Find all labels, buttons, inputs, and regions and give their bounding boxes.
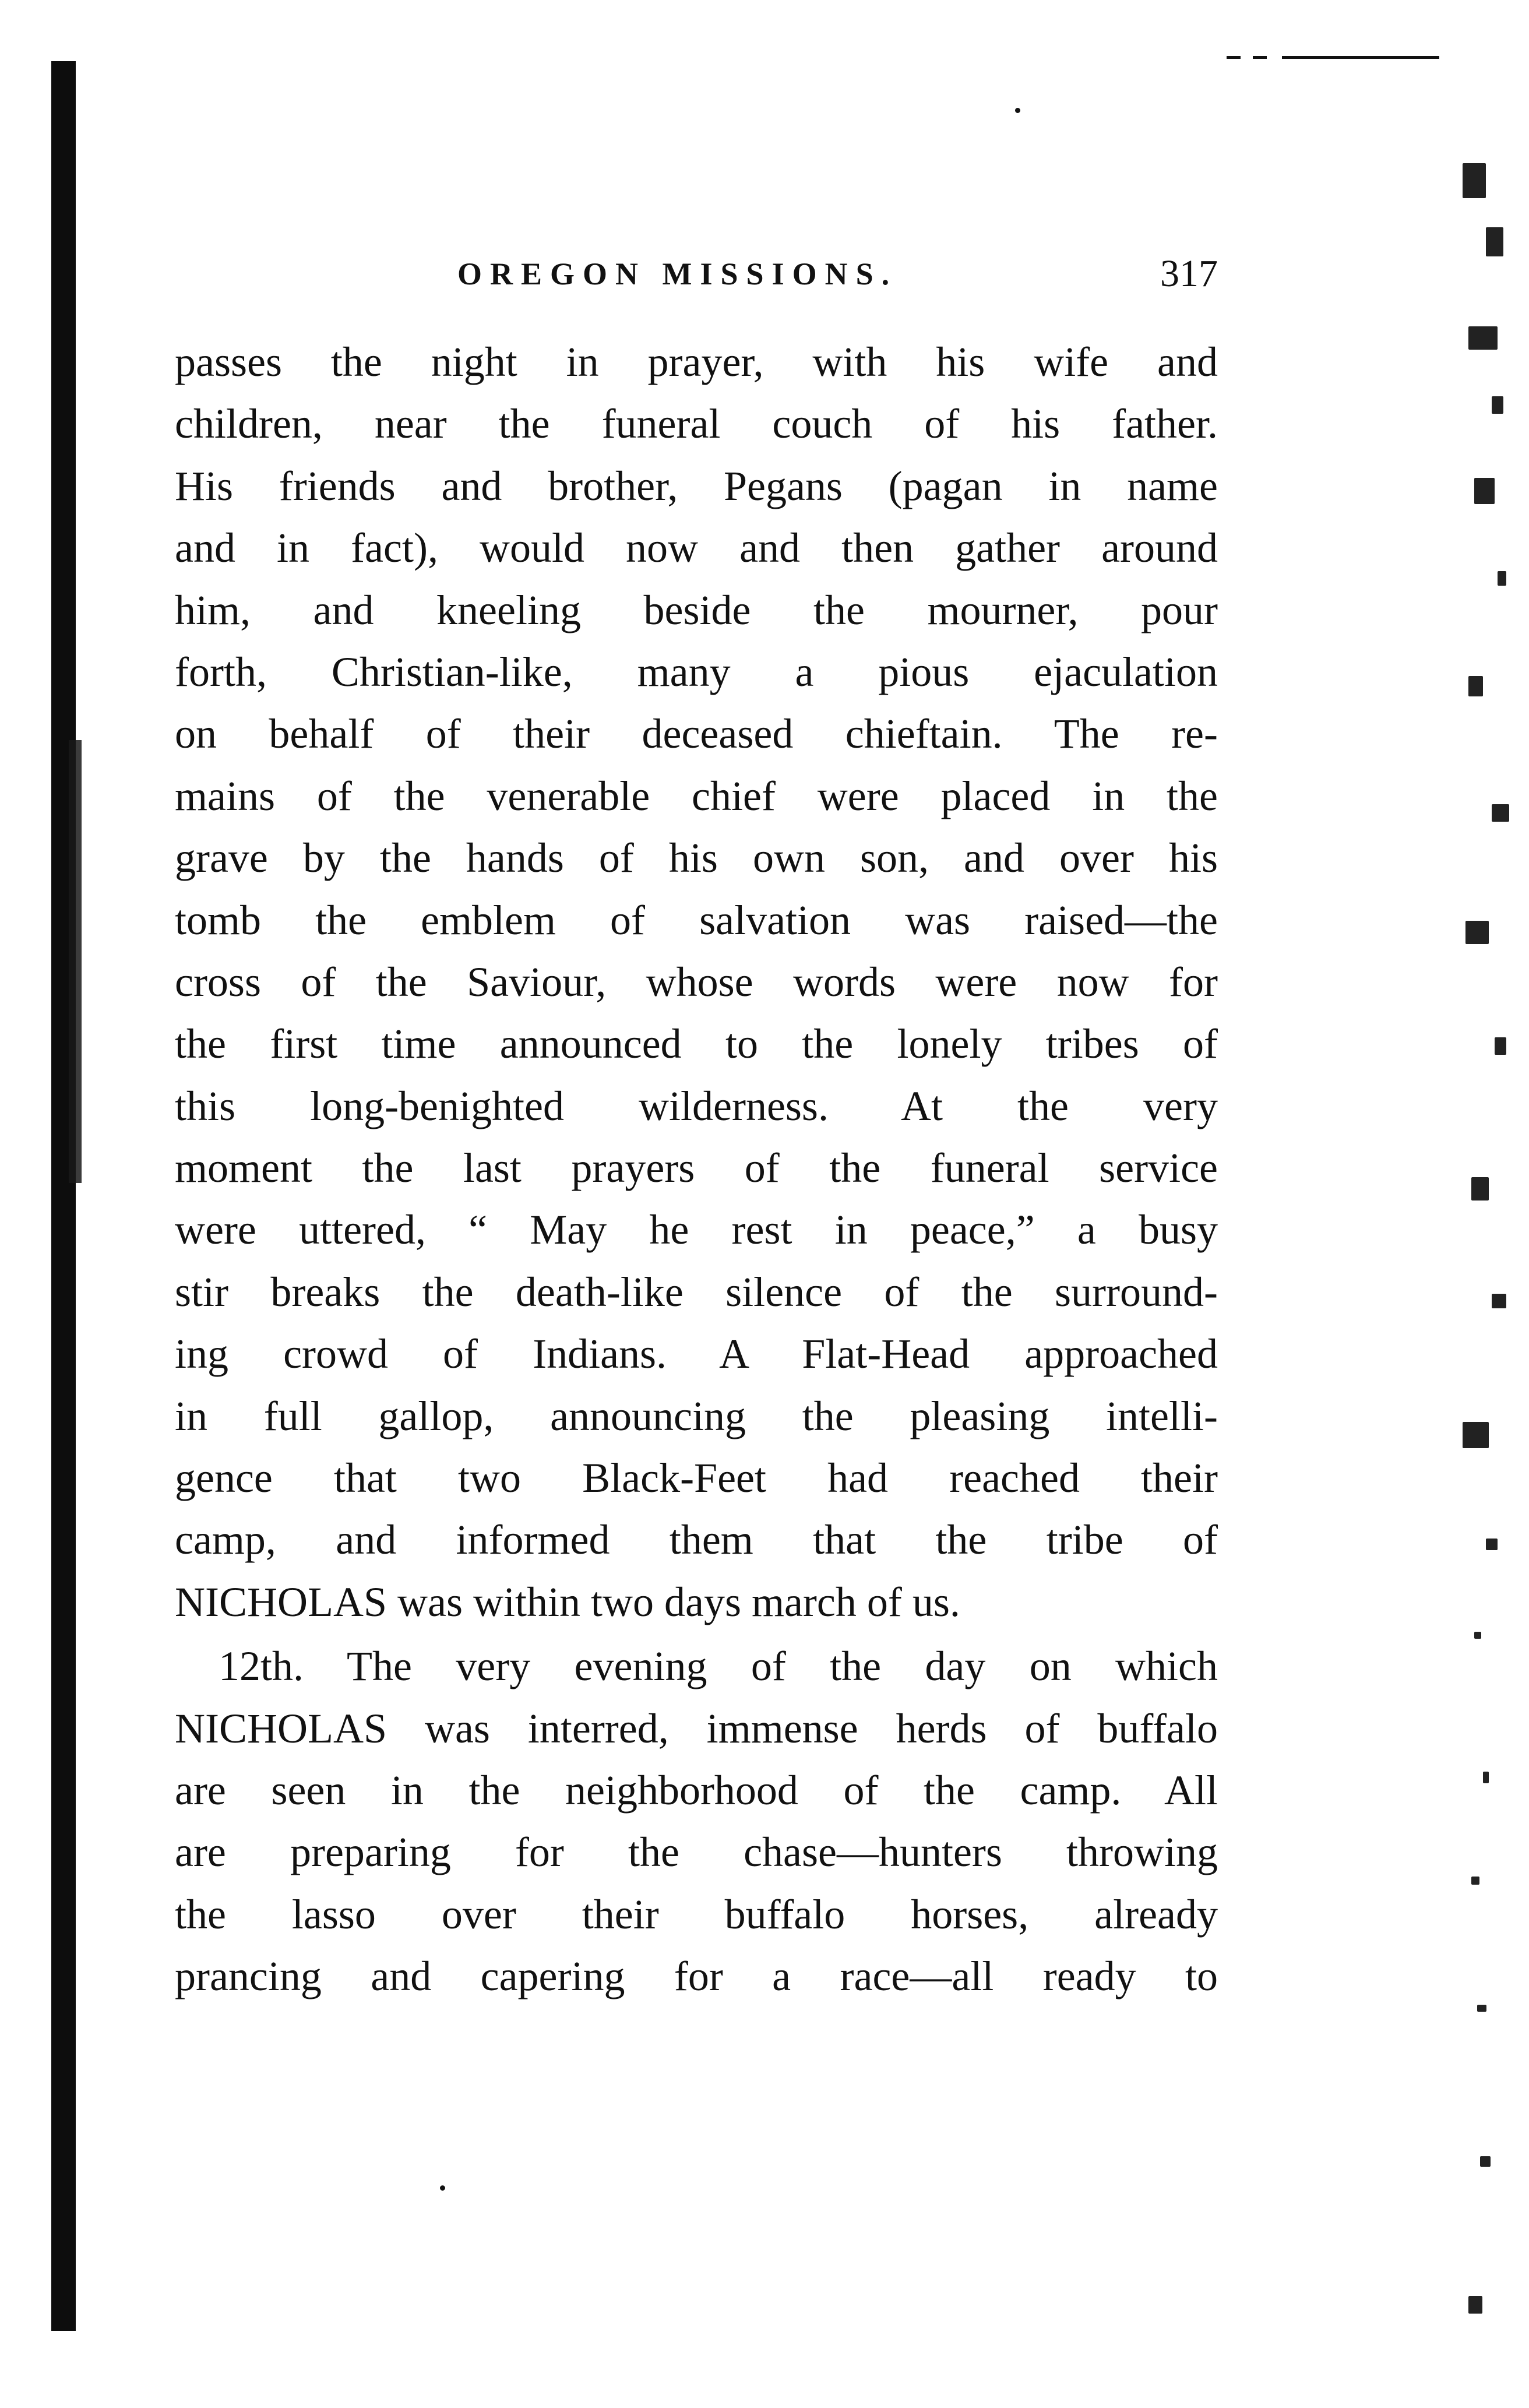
text-line: forth, Christian-like, many a pious ejaculation bbox=[175, 648, 1218, 695]
top-edge-dash bbox=[1227, 56, 1241, 59]
text-line: tomb the emblem of salvation was raised—the bbox=[175, 896, 1218, 944]
body-text bbox=[175, 331, 1218, 2008]
paragraph bbox=[175, 1635, 1218, 2007]
text-line: gence that two Black-Feet had reached their bbox=[175, 1455, 1218, 1502]
ink-speck bbox=[1015, 108, 1020, 113]
paragraph bbox=[175, 331, 1218, 1633]
text-line: ing crowd of Indians. A Flat-Head approached bbox=[175, 1330, 1218, 1378]
running-header bbox=[192, 248, 1218, 300]
text-line: the first time announced to the lonely tribes of bbox=[175, 1020, 1218, 1068]
binding-edge-shadow bbox=[51, 61, 76, 2331]
text-line: His friends and brother, Pegans (pagan in name bbox=[175, 462, 1218, 509]
text-line: grave by the hands of his own son, and over his bbox=[175, 835, 1218, 882]
text-line: in full gallop, announcing the pleasing intelli- bbox=[175, 1392, 1218, 1439]
text-line: on behalf of their deceased chieftain. The re- bbox=[175, 710, 1218, 758]
text-line: mains of the venerable chief were placed in the bbox=[175, 772, 1218, 819]
text-line: him, and kneeling beside the mourner, pour bbox=[175, 586, 1218, 633]
text-line: this long-benighted wilderness. At the very bbox=[175, 1082, 1218, 1129]
text-line: moment the last prayers of the funeral service bbox=[175, 1145, 1218, 1192]
text-line: are preparing for the chase—hunters throwing bbox=[175, 1829, 1218, 1876]
text-line: the lasso over their buffalo horses, already bbox=[175, 1891, 1218, 1938]
right-margin-bleed-through bbox=[1451, 152, 1521, 2366]
text-line: and in fact), would now and then gather around bbox=[175, 524, 1218, 572]
binding-edge-shadow-variation bbox=[69, 740, 82, 1183]
text-line: passes the night in prayer, with his wife and bbox=[175, 339, 1218, 385]
top-edge-rule bbox=[1282, 56, 1439, 59]
text-line: are seen in the neighborhood of the camp. All bbox=[175, 1766, 1218, 1814]
text-line: camp, and informed them that the tribe of bbox=[175, 1516, 1218, 1564]
text-line: children, near the funeral couch of his father. bbox=[175, 400, 1218, 448]
text-line: NICHOLAS was interred, immense herds of buffalo bbox=[175, 1705, 1218, 1752]
text-line: NICHOLAS was within two days march of us. bbox=[175, 1578, 960, 1625]
text-line: stir breaks the death-like silence of the surround- bbox=[175, 1268, 1218, 1315]
top-edge-dash bbox=[1253, 56, 1267, 59]
page-number: 317 bbox=[1160, 252, 1218, 295]
ink-speck bbox=[440, 2185, 445, 2191]
text-line: cross of the Saviour, whose words were now for bbox=[175, 958, 1218, 1005]
text-line: 12th. The very evening of the day on which bbox=[219, 1643, 1218, 1690]
text-line: prancing and capering for a race—all ready to bbox=[175, 1953, 1218, 2000]
running-title: OREGON MISSIONS. bbox=[457, 256, 898, 291]
text-line: were uttered, “ May he rest in peace,” a busy bbox=[175, 1206, 1218, 1254]
